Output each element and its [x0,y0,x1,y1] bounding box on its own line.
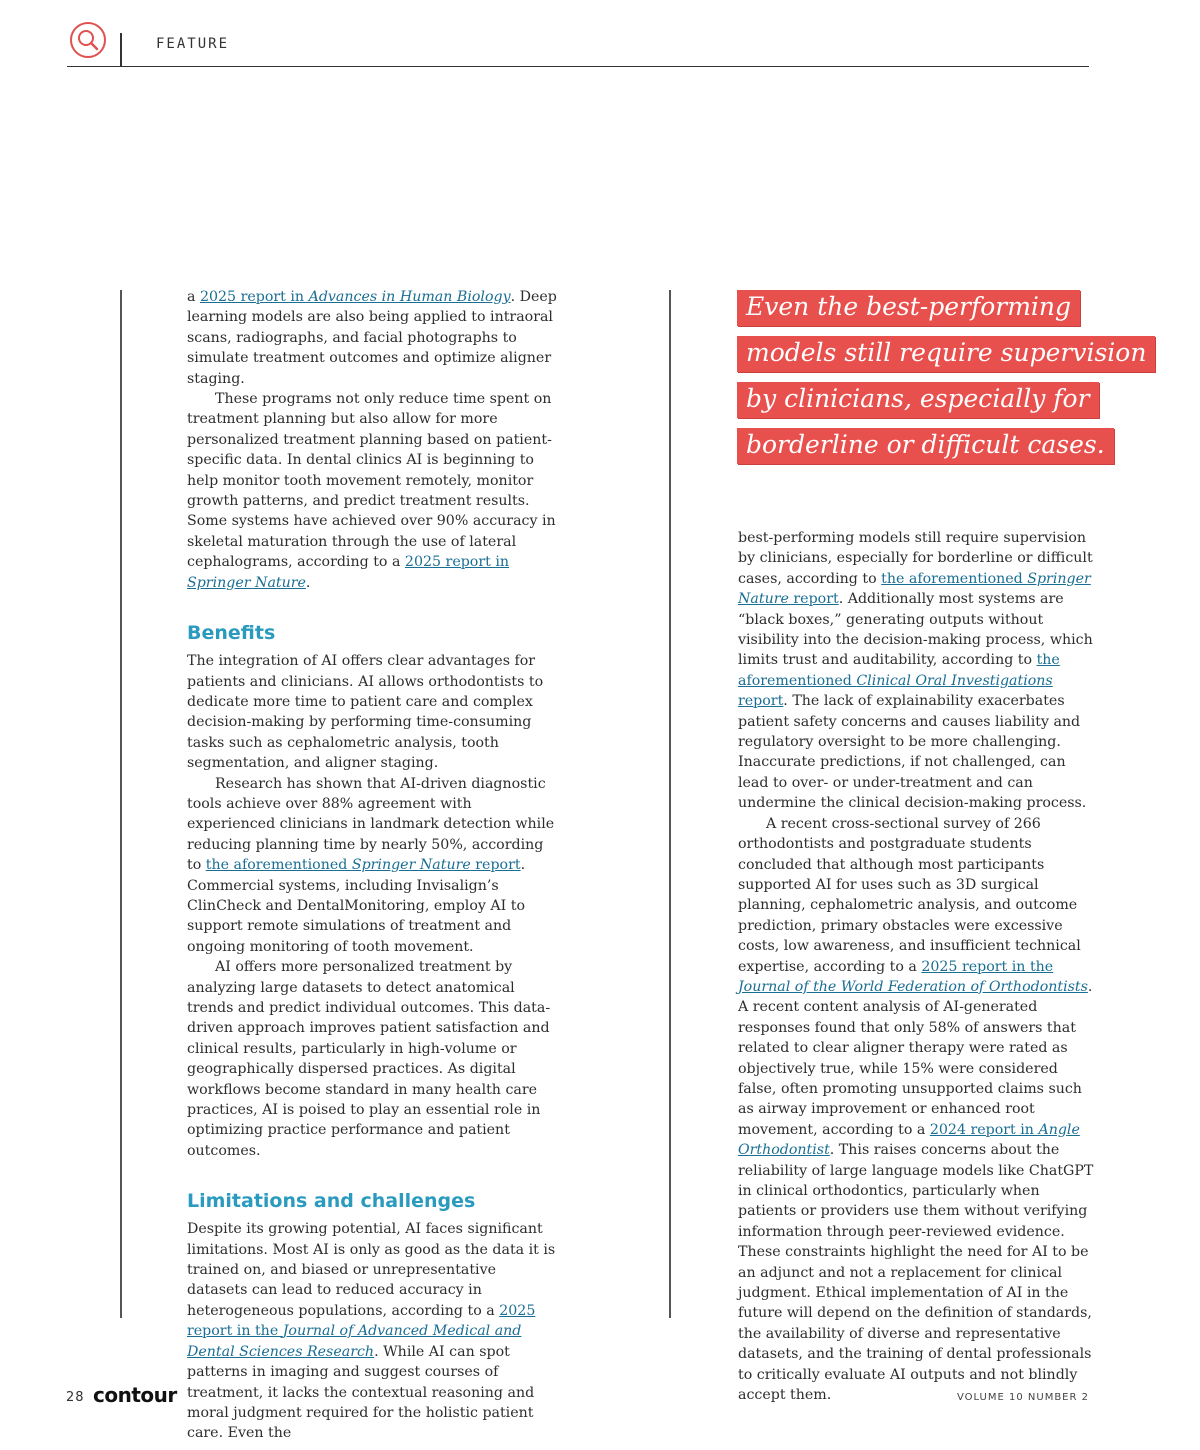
link-journal-world-federation-orthodontists[interactable]: 2025 report in the Journal of the World Federation of Orthodontists [738,958,1088,995]
left-column [187,287,557,1444]
right-column-rule [669,290,671,1318]
paragraph: Research has shown that AI-driven diagnostic tools achieve over 88% agreement with experienced clinicians in landmark detection while reducing planning time by nearly 50%, according to the aforementioned Springer Nature report. Commercial systems, including Invisalign’s ClinCheck and DentalMonitoring, employ AI to support remote simulations of treatment and ongoing monitoring of tooth movement. [187,775,555,955]
right-column [738,528,1094,1405]
link-advances-in-human-biology[interactable]: 2025 report in Advances in Human Biology [199,289,511,305]
paragraph: These programs not only reduce time spent on treatment planning but also allow for more personalized treatment planning based on patient-specific data. In dental clinics AI is beginning to help monitor tooth movement remotely, monitor growth patterns, and predict treatment results. Some systems have achieved over 90% accuracy in skeletal maturation through the use of lateral cephalograms, according to a 2025 report in Springer Nature. [187,391,556,591]
link-aforementioned-springer-nature-report[interactable]: the aforementioned Springer Nature report [738,570,1091,608]
link-journal-advanced-medical-dental[interactable]: 2025 report in the Journal of Advanced Medical and Dental Sciences Research [187,1302,536,1360]
header-rule [67,66,1089,67]
paragraph: best-performing models still require supervision by clinicians, especially for borderline or difficult cases, according to the aforementioned Springer Nature report. Additionally most systems are “black boxes,” generating outputs without visibility into the decision-making process, which limits trust and auditability, according to the aforementioned Clinical Oral Investigations report. The lack of explainability exacerbates patient safety concerns and causes liability and regulatory oversight to be more challenging. Inaccurate predictions, if not challenged, can lead to over- or under-treatment and can undermine the clinical decision-making process. [738,530,1093,812]
pull-quote-line: borderline or difficult cases. [737,428,1114,464]
paragraph: a 2025 report in Advances in Human Biology. Deep learning models are also being applied to intraoral scans, radiographs, and facial photographs to simulate treatment outcomes and optimize aligner staging. [187,289,557,387]
pull-quote-line: Even the best-performing [737,290,1080,326]
volume-label: VOLUME 10 NUMBER 2 [956,1392,1089,1403]
paragraph: The integration of AI offers clear advantages for patients and clinicians. AI allows orthodontists to dedicate more time to patient care and complex decision-making by performing time-consuming tasks such as cephalometric analysis, tooth segmentation, and aligner staging. [187,653,544,772]
heading-limitations: Limitations and challenges [187,1190,476,1213]
pull-quote-line: by clinicians, especially for [737,382,1099,418]
pull-quote-line: models still require supervision [737,336,1155,372]
link-aforementioned-springer-nature[interactable]: the aforementioned Springer Nature report [205,857,521,874]
paragraph: AI offers more personalized treatment by analyzing large datasets to detect anatomical trends and predict individual outcomes. This data-driven approach improves patient satisfaction and clinical results, particularly in high-volume or geographically dispersed practices. As digital workflows become standard in many health care practices, AI is poised to play an essential role in optimizing practice performance and patient outcomes. [187,959,551,1159]
page-number: 28 [66,1390,85,1405]
section-label: FEATURE [156,36,230,52]
link-clinical-oral-investigations[interactable]: the aforementioned Clinical Oral Investigations report [738,652,1060,710]
magnifier-icon [70,22,106,58]
header-divider [120,33,122,67]
left-column-rule [120,290,122,1318]
paragraph: Despite its growing potential, AI faces significant limitations. Most AI is only as good as the data it is trained on, and biased or unrepresentative datasets can lead to reduced accuracy in heterogeneous populations, according to a 2025 report in the Journal of Advanced Medical and Dental Sciences Research. While AI can spot patterns in imaging and suggest courses of treatment, it lacks the contextual reasoning and moral judgment required for the holistic patient care. Even the [187,1221,556,1442]
link-angle-orthodontist[interactable]: 2024 report in Angle Orthodontist [738,1121,1080,1159]
heading-benefits: Benefits [187,622,276,645]
contour-logo: contour [93,1383,177,1407]
link-springer-nature[interactable]: 2025 report in Springer Nature [187,554,510,591]
paragraph: A recent cross-sectional survey of 266 orthodontists and postgraduate students concluded that although most participants supported AI for uses such as 3D surgical planning, cephalometric analysis, and outcome prediction, primary obstacles were excessive costs, low awareness, and insufficient technical expertise, according to a 2025 report in the Journal of the World Federation of Orthodontists. A recent content analysis of AI-generated responses found that only 58% of answers that related to clear aligner therapy were rated as objectively true, while 15% were considered false, often promoting unsupported claims such as airway improvement or enhanced root movement, according to a 2024 report in Angle Orthodontist. This raises concerns about the reliability of large language models like ChatGPT in clinical orthodontics, particularly when patients or providers use them without verifying information through peer-reviewed evidence. These constraints highlight the need for AI to be an adjunct and not a replacement for clinical judgment. Ethical implementation of AI in the future will depend on the definition of standards, the availability of diverse and representative datasets, and the training of dental professionals to critically evaluate AI outputs and not blindly accept them. [738,815,1094,1404]
pull-quote [737,290,1155,474]
